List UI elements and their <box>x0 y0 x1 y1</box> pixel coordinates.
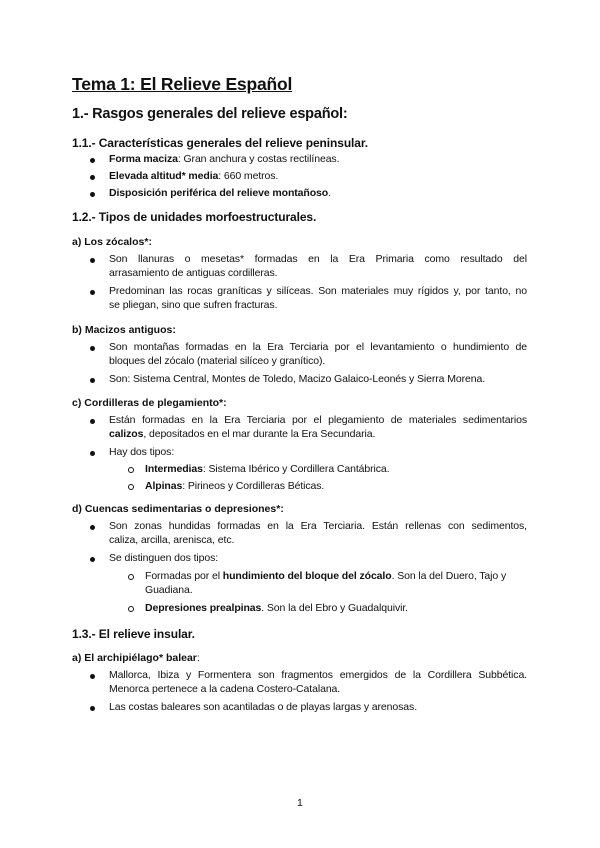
section-1-2-heading: 1.2.- Tipos de unidades morfoestructurales. <box>72 210 317 224</box>
list-item-line: Son llanuras o mesetas* formadas en la Era Primaria como resultado del <box>109 253 527 265</box>
bullet-icon <box>90 674 95 679</box>
list-item: Elevada altitud* media: 660 metros. <box>109 170 279 182</box>
sub-list-item-line: Guadiana. <box>145 584 193 596</box>
list-item-line: Son montañas formadas en la Era Terciaria por el levantamiento o hundimiento de <box>109 341 527 353</box>
subsection-a-heading: a) Los zócalos*: <box>72 236 152 248</box>
sub-list-item: Formadas por el hundimiento del bloque del zócalo. Son la del Duero, Tajo y <box>145 570 507 582</box>
document-title: Tema 1: El Relieve Español <box>72 74 293 94</box>
bullet-icon <box>90 419 95 424</box>
subsection-b-heading: b) Macizos antiguos: <box>72 324 176 336</box>
sub-list-item: Intermedias: Sistema Ibérico y Cordillera Cantábrica. <box>145 463 390 475</box>
section-1-3-heading: 1.3.- El relieve insular. <box>72 627 195 641</box>
list-item-line: calizos, depositados en el mar durante la Era Secundaria. <box>109 428 376 440</box>
sub-bullet-icon <box>128 574 134 580</box>
list-item-line: Predominan las rocas graníticas y silíceas. Son materiales muy rígidos y, por tanto, no <box>109 285 527 297</box>
list-item-line: Menorca pertenece a la cadena Costero-Catalana. <box>109 683 341 695</box>
list-item: Disposición periférica del relieve montañoso. <box>109 187 331 199</box>
section-1-1-heading: 1.1.- Características generales del relieve peninsular. <box>72 136 368 150</box>
list-item-line: Están formadas en la Era Terciaria por el plegamiento de materiales sedimentarios <box>109 414 527 426</box>
page-number: 1 <box>297 797 303 809</box>
bullet-icon <box>90 378 95 383</box>
bullet-icon <box>90 557 95 562</box>
bullet-icon <box>90 258 95 263</box>
sub-bullet-icon <box>128 606 134 612</box>
list-item-line: arrasamiento de antiguas cordilleras. <box>109 267 278 279</box>
list-item-line: bloques del zócalo (material silíceo y granítico). <box>109 355 326 367</box>
list-item-line: caliza, arcilla, arenisca, etc. <box>109 534 235 546</box>
subsection-d-heading: d) Cuencas sedimentarias o depresiones*: <box>72 503 284 515</box>
subsection-balear-heading: a) El archipiélago* balear: <box>72 652 200 664</box>
bullet-icon <box>90 158 95 163</box>
bullet-icon <box>90 290 95 295</box>
bullet-icon <box>90 706 95 711</box>
list-item: Forma maciza: Gran anchura y costas rectilíneas. <box>109 153 340 165</box>
list-item-line: Son zonas hundidas formadas en la Era Terciaria. Están rellenas con sedimentos, <box>109 520 527 532</box>
bullet-icon <box>90 451 95 456</box>
list-item-line: Son: Sistema Central, Montes de Toledo, Macizo Galaico-Leonés y Sierra Morena. <box>109 373 486 385</box>
sub-list-item: Alpinas: Pirineos y Cordilleras Béticas. <box>145 480 325 492</box>
list-item-line: Mallorca, Ibiza y Formentera son fragmentos emergidos de la Cordillera Subbética. <box>109 669 527 681</box>
sub-list-item: Depresiones prealpinas. Son la del Ebro y Guadalquivir. <box>145 602 408 614</box>
list-item-line: Se distinguen dos tipos: <box>109 552 219 564</box>
section-1-heading: 1.- Rasgos generales del relieve español: <box>72 106 348 122</box>
bullet-icon <box>90 192 95 197</box>
list-item-line: Las costas baleares son acantiladas o de playas largas y arenosas. <box>109 701 418 713</box>
list-item-line: Hay dos tipos: <box>109 446 175 458</box>
bullet-icon <box>90 346 95 351</box>
sub-bullet-icon <box>128 467 134 473</box>
bullet-icon <box>90 525 95 530</box>
bullet-icon <box>90 175 95 180</box>
sub-bullet-icon <box>128 484 134 490</box>
subsection-c-heading: c) Cordilleras de plegamiento*: <box>72 397 227 409</box>
list-item-line: se pliegan, sino que sufren fracturas. <box>109 299 278 311</box>
